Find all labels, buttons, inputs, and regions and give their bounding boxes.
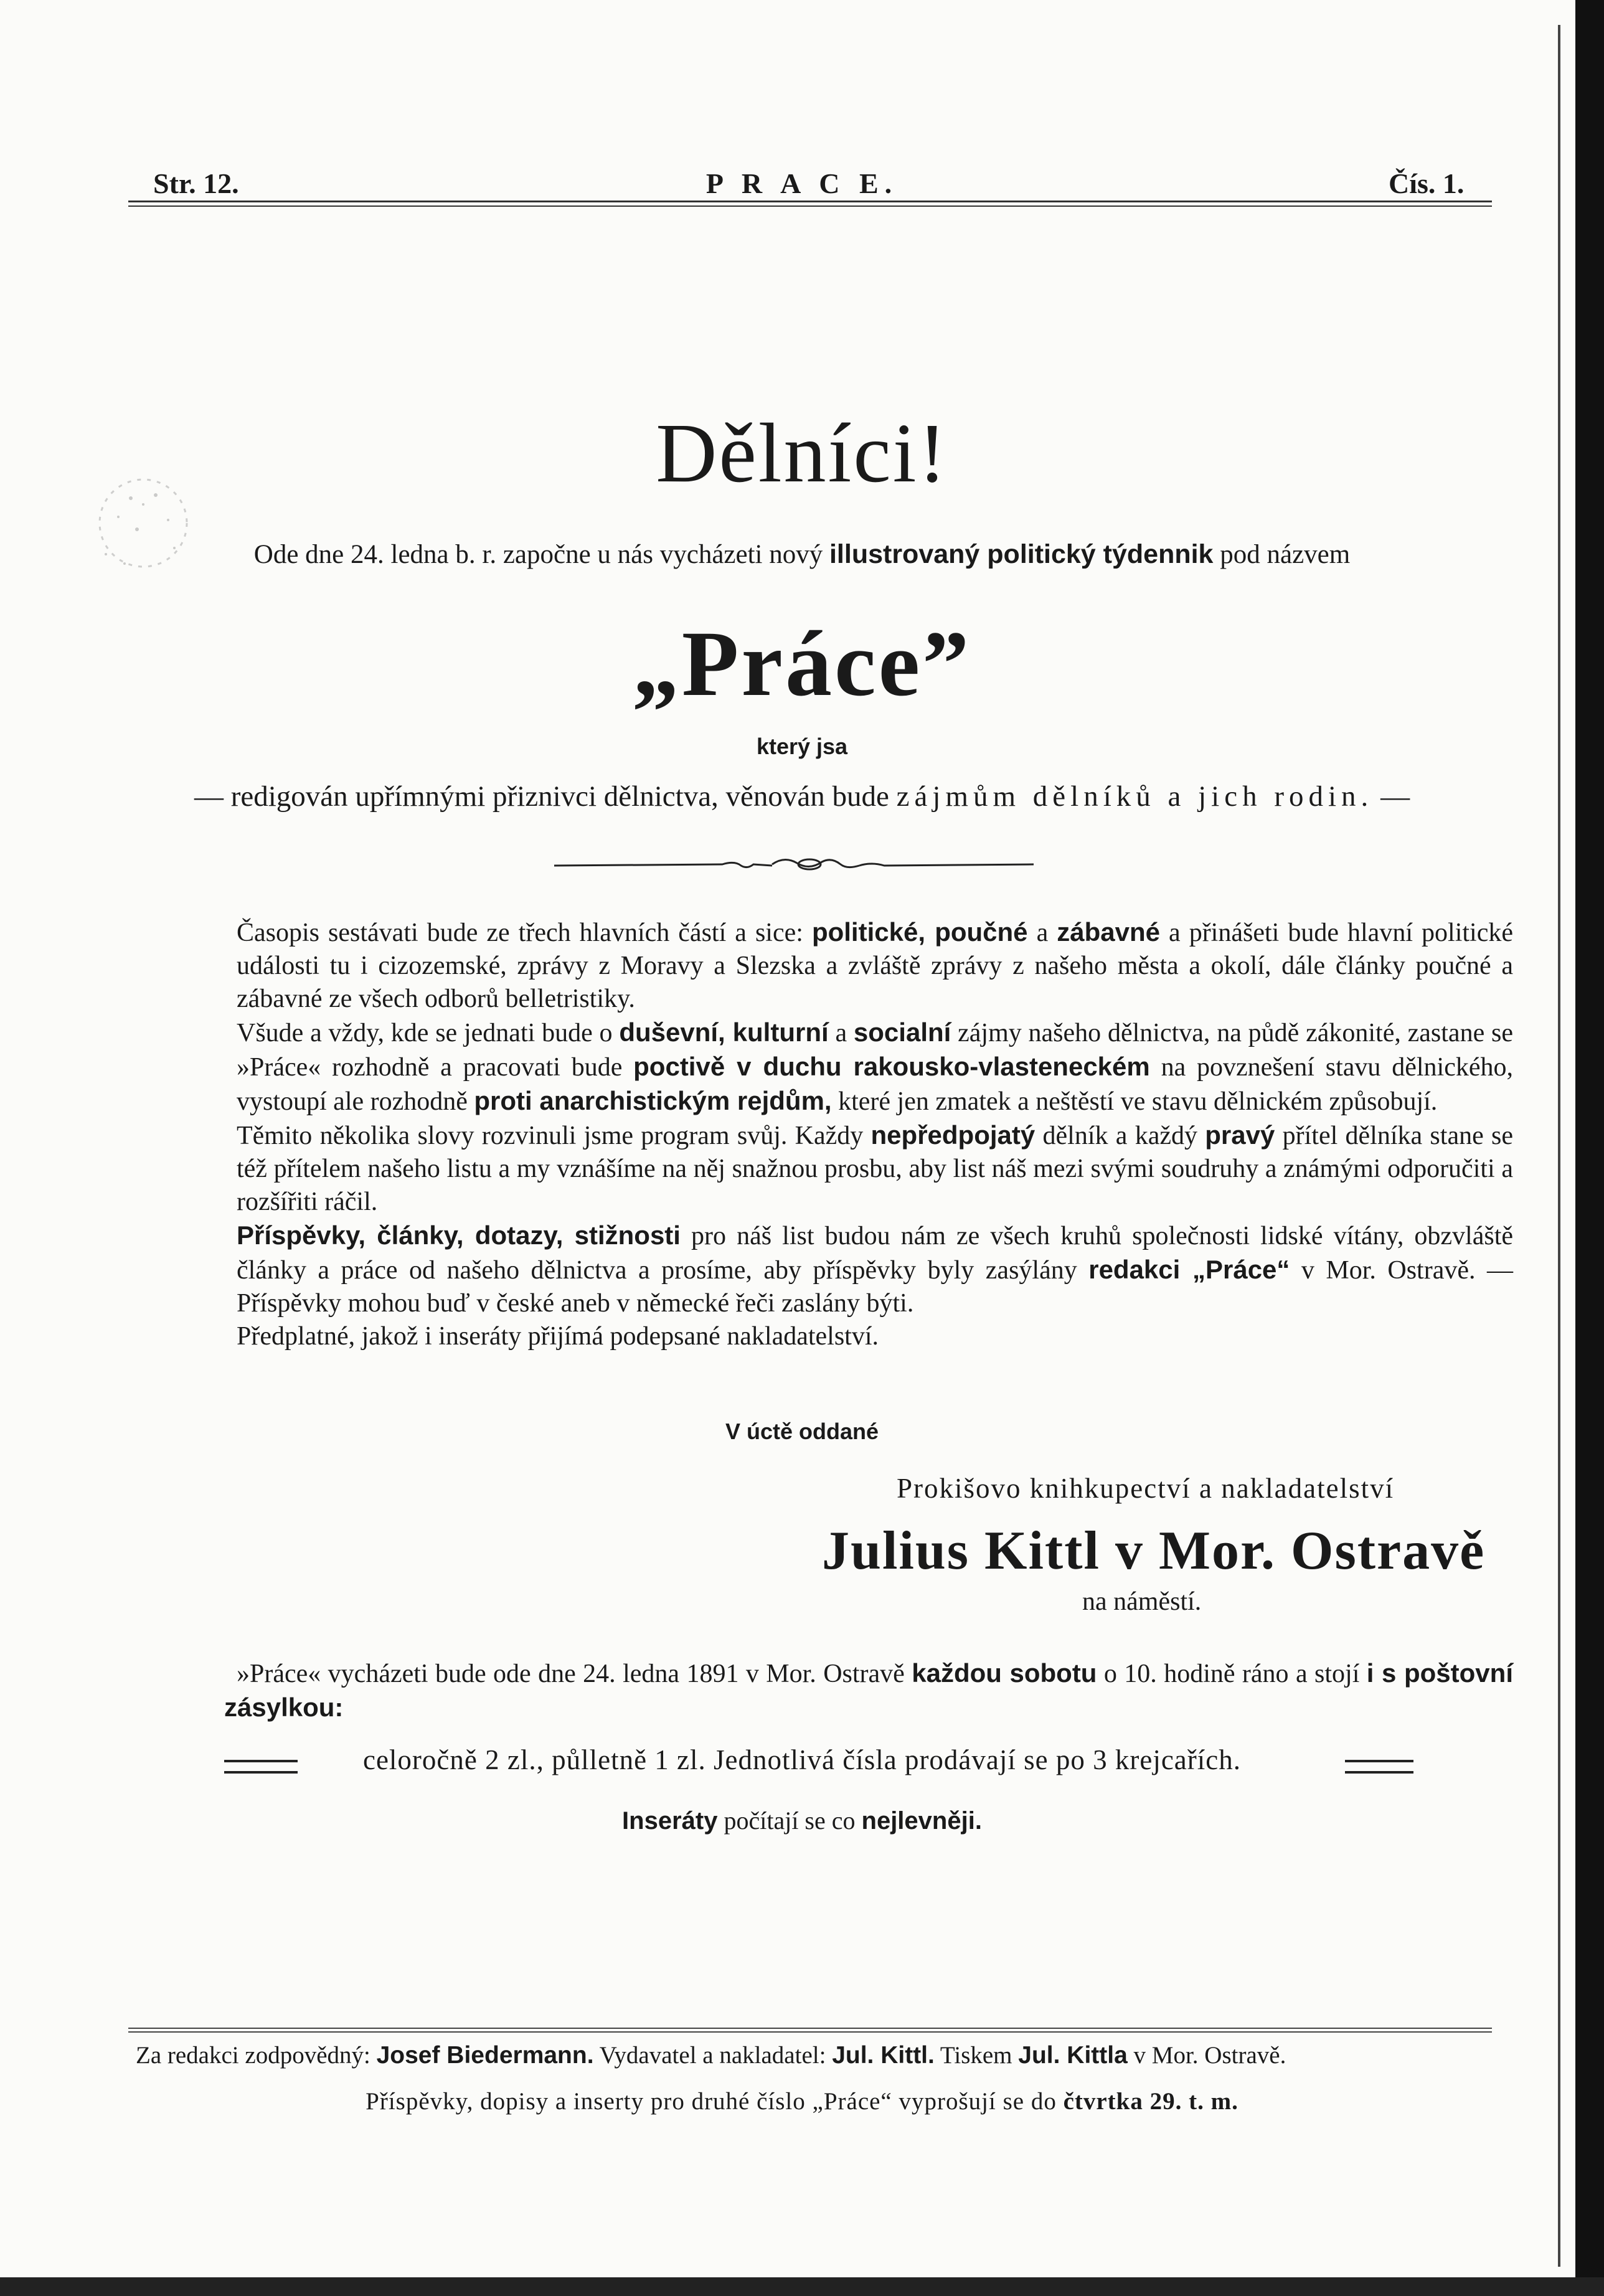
p2-d: zájmy našeho dělnictva, na půdě zákonité, zastane se »Práce« rozhodně a pracovati bude <box>237 1019 1514 1082</box>
p1-a: Časopis sestávati bude ze třech hlavních částí a sice: <box>237 919 812 947</box>
footer-bold-1: Josef Biedermann. <box>376 2042 594 2069</box>
p3-bold-2: pravý <box>1205 1120 1275 1150</box>
inseraty-bold-1: Inseráty <box>622 1807 718 1835</box>
p4-a: pro náš list budou nám ze všech kruhů společnosti lidské vítány, obzvláště články a práce od našeho dělnictva a prosíme, aby příspěvky byly zasýlány <box>237 1222 1514 1285</box>
p2-bold-4: proti anarchistickým rejdům, <box>474 1086 832 1115</box>
footer-bold-2: Jul. Kittl. <box>832 2042 935 2069</box>
redig-before: — redigován upřímnými přiznivci dělnictva, věnován bude <box>194 780 897 813</box>
issue-number: Čís. 1. <box>1389 168 1465 199</box>
page-number: Str. 12. <box>153 168 239 199</box>
p3-bold-1: nepředpojatý <box>870 1120 1036 1150</box>
inseraty-bold-2: nejlevněji. <box>861 1807 982 1835</box>
body-text <box>224 915 1513 1353</box>
footer2-bold: čtvrtka 29. t. m. <box>1063 2088 1238 2115</box>
intro-bold: illustrovaný politický týdennik <box>829 539 1214 569</box>
p4-bold-2: redakci „Práce“ <box>1088 1255 1290 1284</box>
p2-bold-3: poctivě v duchu rakousko-vlasteneckém <box>633 1052 1150 1081</box>
p3-c: dělník a každý <box>1035 1122 1205 1150</box>
page-edge-line <box>1558 25 1560 2267</box>
p2-bold-2: socialní <box>853 1018 951 1047</box>
p2-a: Všude a vždy, kde se jednati bude o <box>237 1019 620 1047</box>
footer-bold-3: Jul. Kittla <box>1018 2042 1128 2069</box>
footer-note <box>0 2087 1604 2115</box>
scan-edge <box>1575 0 1604 2296</box>
publisher-line: Prokišovo knihkupectví a nakladatelství <box>897 1473 1395 1504</box>
paragraph-2 <box>224 1016 1513 1118</box>
price-dash-right <box>1345 1760 1413 1774</box>
p1-c: a <box>1027 919 1057 947</box>
intro-text-before: Ode dne 24. ledna b. r. započne u nás vycházeti nový <box>253 540 829 569</box>
running-title: P R A C E. <box>705 168 899 199</box>
footer-c: Vydavatel a nakladatel: <box>593 2042 833 2069</box>
publish-bold-1: každou sobotu <box>912 1658 1097 1688</box>
paragraph-1 <box>224 915 1513 1016</box>
publisher-address: na náměstí. <box>1082 1587 1202 1616</box>
p2-e: na povznešení stavu dělnického, vystoupí ale rozhodně <box>237 1053 1514 1116</box>
footer-rule-thin <box>128 2031 1492 2033</box>
paragraph-3 <box>224 1118 1513 1219</box>
p3-a: Těmito několika slovy rozvinuli jsme program svůj. Každy <box>237 1122 871 1150</box>
p2-f: které jen zmatek a neštěstí ve stavu dělnickém způsobují. <box>831 1087 1438 1116</box>
p2-c: a <box>828 1019 854 1047</box>
publish-info <box>224 1656 1513 1725</box>
publish-bold-2: i s poštovní zásylkou: <box>224 1658 1513 1722</box>
publish-c: o 10. hodině ráno a stojí <box>1097 1660 1367 1688</box>
scan-bottom-edge <box>0 2277 1604 2296</box>
p1-bold-2: zábavné <box>1057 917 1160 947</box>
ktery-jsa: který jsa <box>756 734 848 759</box>
redig-after: — <box>1373 780 1410 813</box>
publish-a: »Práce« vycházeti bude ode dne 24. ledna 1891 v Mor. Ostravě <box>237 1660 912 1688</box>
footer2-a: Příspěvky, dopisy a inserty pro druhé číslo „Práce“ vyprošují se do <box>366 2088 1064 2115</box>
footer-rule <box>128 2028 1492 2029</box>
footer-e: v Mor. Ostravě. <box>1127 2042 1286 2069</box>
price-line: celoročně 2 zl., půlletně 1 zl. Jednotlivá čísla prodávají se po 3 krejcařích. <box>362 1744 1241 1775</box>
p4-c: v Mor. Ostravě. — Příspěvky mohou buď v české aneb v německé řeči zaslány býti. <box>237 1256 1513 1318</box>
p4-bold-1: Příspěvky, články, dotazy, stižnosti <box>237 1221 681 1250</box>
closing-vucte: V úctě oddané <box>725 1419 879 1444</box>
ornament-divider-icon <box>548 852 1046 877</box>
paper-name: „Práce” <box>632 612 972 716</box>
inseraty-line <box>0 1806 1604 1835</box>
paragraph-4 <box>224 1219 1513 1320</box>
p2-bold-1: duševní, kulturní <box>619 1018 829 1047</box>
intro-text-after: pod názvem <box>1213 540 1351 569</box>
footer-d: Tiskem <box>934 2042 1019 2069</box>
p3-d: přítel dělníka stane se též přítelem našeho listu a my vznášíme na něj snažnou prosbu, aby list náš mezi svými soudruhy a známými odporučiti a rozšířiti ráčil. <box>237 1122 1513 1216</box>
publisher-name: Julius Kittl v Mor. Ostravě <box>822 1521 1486 1581</box>
redig-line <box>0 780 1604 813</box>
intro-line <box>0 539 1604 570</box>
p1-bold-1: politické, poučné <box>811 917 1028 947</box>
redig-spaced: zájmům dělníků a jich rodin. <box>896 780 1374 813</box>
inseraty-a: počítají se co <box>717 1807 862 1835</box>
headline-delnici: Dělníci! <box>656 407 948 500</box>
p1-d: a přinášeti bude hlavní politické události tu i cizozemské, zprávy z Moravy a Slezska a zvláště zprávy z našeho města a okolí, dále články poučné a zábavné ze všech odborů belletristiky. <box>237 919 1513 1013</box>
header-rule-thin <box>128 206 1492 207</box>
footer-a: Za redakci zodpovědný: <box>136 2042 377 2069</box>
footer-imprint <box>136 2041 1506 2069</box>
paragraph-5: Předplatné, jakož i inseráty přijímá podepsané nakladatelství. <box>237 1322 879 1351</box>
header-rule <box>128 201 1492 202</box>
